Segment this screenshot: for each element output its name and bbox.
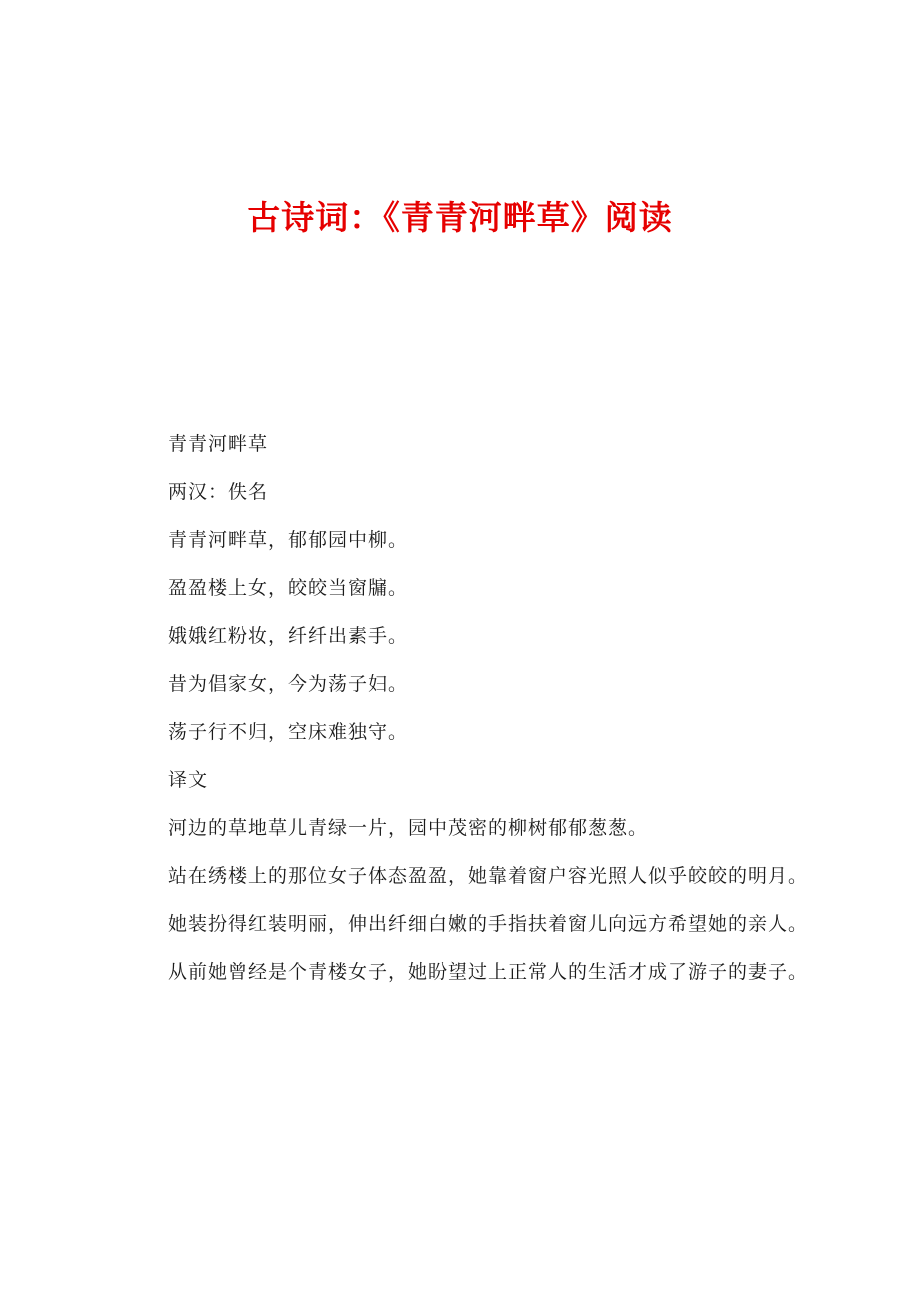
verse-line: 青青河畔草，郁郁园中柳。 bbox=[168, 529, 409, 551]
poem-author: 两汉：佚名 bbox=[168, 481, 269, 503]
translation-paragraph: 从前她曾经是个青楼女子，她盼望过上正常人的生活才成了游子的妻子。 bbox=[168, 961, 809, 983]
verse-line: 盈盈楼上女，皎皎当窗牖。 bbox=[168, 577, 409, 599]
verse-line: 荡子行不归，空床难独守。 bbox=[168, 721, 409, 743]
translation-paragraph: 她装扮得红装明丽，伸出纤细白嫩的手指扶着窗儿向远方希望她的亲人。 bbox=[168, 913, 809, 935]
translation-paragraph: 河边的草地草儿青绿一片，园中茂密的柳树郁郁葱葱。 bbox=[168, 817, 649, 839]
verse-line: 娥娥红粉妆，纤纤出素手。 bbox=[168, 625, 409, 647]
document-body bbox=[124, 420, 814, 996]
translation-paragraph: 站在绣楼上的那位女子体态盈盈，她靠着窗户容光照人似乎皎皎的明月。 bbox=[168, 865, 809, 887]
verse-line: 昔为倡家女，今为荡子妇。 bbox=[168, 673, 409, 695]
poem-title: 青青河畔草 bbox=[168, 433, 269, 455]
document-title: 古诗词：《青青河畔草》阅读 bbox=[247, 198, 673, 237]
translation-heading: 译文 bbox=[168, 769, 209, 791]
